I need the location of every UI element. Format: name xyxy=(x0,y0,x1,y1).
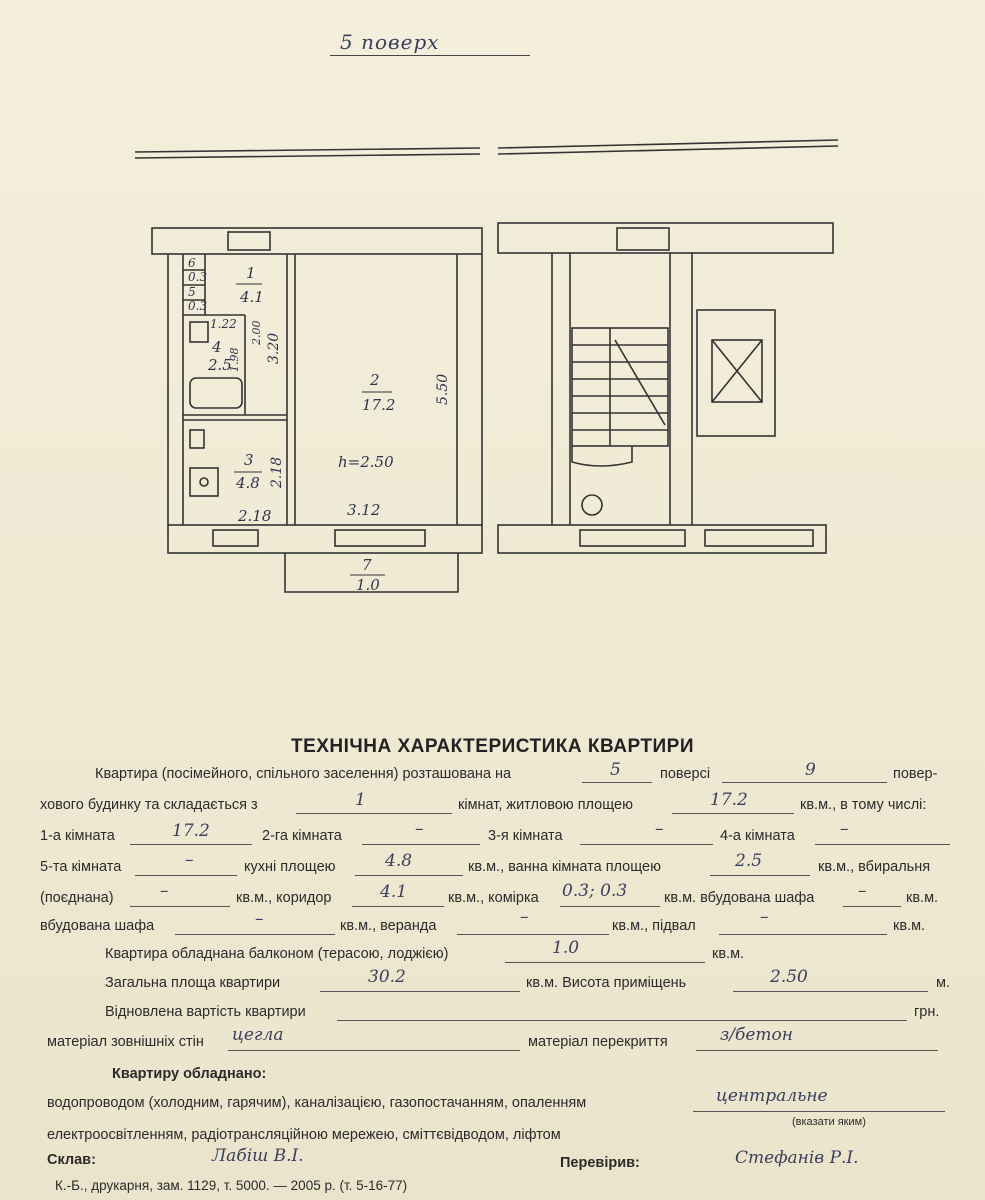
composed-by: Лабіш В.І. xyxy=(212,1146,304,1166)
text-line8c: м. xyxy=(936,975,950,991)
closet-6: 6 xyxy=(188,256,196,270)
printer-footer: К.-Б., друкарня, зам. 1129, т. 5000. — 2005 р. (т. 5-16-77) xyxy=(55,1178,408,1193)
field-wardrobe1-underline xyxy=(843,886,901,907)
field-room3-underline xyxy=(580,824,713,845)
facade-line-left xyxy=(135,148,480,152)
room-2-number: 2 xyxy=(370,371,380,389)
text-line4b: кухні площею xyxy=(244,859,336,875)
field-ceiling: з/бетон xyxy=(720,1025,793,1045)
field-room4-underline xyxy=(815,824,950,845)
field-rooms-count: 1 xyxy=(355,790,366,810)
dim-3-12: 3.12 xyxy=(347,501,381,519)
field-veranda: – xyxy=(520,907,529,927)
equipped-heading: Квартиру обладнано: xyxy=(112,1066,267,1082)
text-line8a: Загальна площа квартири xyxy=(105,975,281,991)
room-2-area: 17.2 xyxy=(362,396,396,414)
text-line10b: матеріал перекриття xyxy=(528,1034,668,1050)
composed-label: Склав: xyxy=(47,1152,96,1168)
text-line12: електроосвітленням, радіотрансляційною мережею, сміттєвідводом, ліфтом xyxy=(47,1127,561,1143)
text-line2a: хового будинку та складається з xyxy=(40,797,258,813)
text-line5c: кв.м., комірка xyxy=(448,890,539,906)
room-1-area: 4.1 xyxy=(240,288,264,306)
field-room4: – xyxy=(840,819,849,839)
dim-2-18-bottom: 2.18 xyxy=(238,507,272,525)
field-walls: цегла xyxy=(232,1025,284,1045)
text-line7a: Квартира обладнана балконом (терасою, лоджією) xyxy=(105,946,449,962)
field-toilet-underline xyxy=(130,886,230,907)
text-line11: водопроводом (холодним, гарячим), каналізацією, газопостачанням, опаленням xyxy=(47,1095,587,1111)
text-line2b: кімнат, житловою площею xyxy=(458,797,633,813)
field-room3: – xyxy=(655,819,664,839)
room-7-number: 7 xyxy=(362,556,372,574)
text-line5a: (поєднана) xyxy=(40,890,114,906)
dim-3-20: 3.20 xyxy=(266,332,282,364)
text-line1b: поверсі xyxy=(660,766,711,782)
field-wardrobe2: – xyxy=(255,909,264,929)
dim-1-22: 1.22 xyxy=(210,317,237,331)
text-line4c: кв.м., ванна кімната площею xyxy=(468,859,661,875)
field-bath: 2.5 xyxy=(735,851,763,871)
dim-1-98: 1.98 xyxy=(228,347,241,372)
field-corridor: 4.1 xyxy=(380,882,408,902)
field-total-area: 30.2 xyxy=(368,967,406,987)
closet-6-area: 0.3 xyxy=(188,270,208,284)
field-floors-total: 9 xyxy=(805,760,816,780)
room-3-area: 4.8 xyxy=(236,474,260,492)
dim-2-18-side: 2.18 xyxy=(269,456,285,488)
field-balcony-underline xyxy=(505,942,705,963)
field-basement-underline xyxy=(719,914,887,935)
text-line4a: 5-та кімната xyxy=(40,859,122,875)
floor-title: 5 поверх xyxy=(340,30,440,54)
text-line1a: Квартира (посімейного, спільного заселення) розташована на xyxy=(95,766,512,782)
field-total-area-underline xyxy=(320,971,520,992)
text-line5d: кв.м. вбудована шафа xyxy=(664,890,815,906)
dim-2-00: 2.00 xyxy=(250,320,263,345)
field-room5: – xyxy=(185,850,194,870)
text-line5e: кв.м. xyxy=(906,890,939,906)
field-kitchen: 4.8 xyxy=(385,851,413,871)
field-height-underline xyxy=(733,971,928,992)
text-line9b: грн. xyxy=(914,1004,940,1020)
field-balcony: 1.0 xyxy=(552,938,580,958)
text-line6a: вбудована шафа xyxy=(40,918,155,934)
text-line6d: кв.м. xyxy=(893,918,926,934)
field-veranda-underline xyxy=(457,914,609,935)
specify-note: (вказати яким) xyxy=(792,1116,866,1128)
field-wardrobe1: – xyxy=(858,881,867,901)
text-line1c: повер- xyxy=(893,766,938,782)
text-line7b: кв.м. xyxy=(712,946,745,962)
field-rooms-underline xyxy=(296,793,452,814)
text-line2c: кв.м., в тому числі: xyxy=(800,797,927,813)
room-height: h=2.50 xyxy=(338,453,394,471)
text-line6b: кв.м., веранда xyxy=(340,918,437,934)
text-line3d: 4-а кімната xyxy=(720,828,795,844)
closet-5: 5 xyxy=(188,285,196,299)
field-floor: 5 xyxy=(610,760,621,780)
text-line4d: кв.м., вбиральня xyxy=(818,859,931,875)
field-living-area: 17.2 xyxy=(710,790,748,810)
field-toilet: – xyxy=(160,881,169,901)
text-line8b: кв.м. Висота приміщень xyxy=(526,975,687,991)
room-7-area: 1.0 xyxy=(356,576,380,594)
checked-label: Перевірив: xyxy=(560,1155,640,1171)
field-room1: 17.2 xyxy=(172,821,210,841)
checked-by: Стефанів Р.І. xyxy=(735,1148,859,1168)
field-room2: – xyxy=(415,819,424,839)
room-4-number: 4 xyxy=(212,338,222,356)
field-heating: центральне xyxy=(716,1086,828,1106)
room-3-number: 3 xyxy=(244,451,254,469)
text-line3b: 2-га кімната xyxy=(262,828,342,844)
room-4-area: 2.5 xyxy=(208,356,232,374)
text-line3c: 3-я кімната xyxy=(488,828,563,844)
field-cost-underline xyxy=(337,1000,907,1021)
wall-top-left xyxy=(152,228,482,254)
text-line5b: кв.м., коридор xyxy=(236,890,332,906)
dim-5-50: 5.50 xyxy=(435,373,451,405)
text-line3a: 1-а кімната xyxy=(40,828,115,844)
text-line9a: Відновлена вартість квартири xyxy=(105,1004,306,1020)
section-heading: ТЕХНІЧНА ХАРАКТЕРИСТИКА КВАРТИРИ xyxy=(290,736,695,757)
room-1-number: 1 xyxy=(246,264,256,282)
field-storeroom: 0.3; 0.3 xyxy=(562,881,628,901)
field-basement: – xyxy=(760,907,769,927)
field-height: 2.50 xyxy=(770,967,808,987)
text-line6c: кв.м., підвал xyxy=(612,918,696,934)
closet-5-area: 0.3 xyxy=(188,299,208,313)
text-line10a: матеріал зовнішніх стін xyxy=(47,1034,204,1050)
